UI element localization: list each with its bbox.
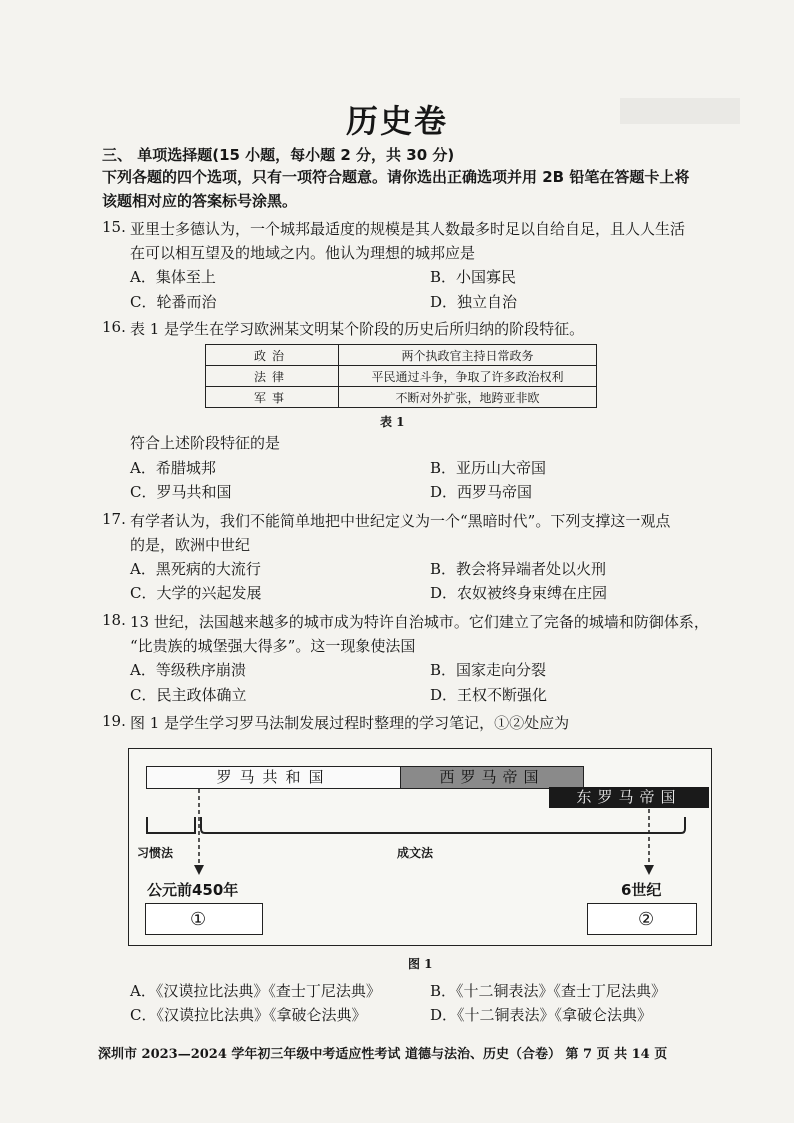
question-16-stem-2: 符合上述阶段特征的是 [130, 434, 281, 452]
timeline-bar-eastern-roman-empire: 东罗马帝国 [549, 787, 709, 808]
question-17-stem-1: 有学者认为，我们不能简单地把中世纪定义为一个“黑暗时代”。下列支撑这一观点 [130, 512, 671, 530]
table-row [206, 345, 597, 366]
table-cell-key: 政治 [206, 345, 339, 366]
question-16-number: 16. [102, 318, 126, 336]
table-cell-value: 不断对外扩张，地跨亚非欧 [339, 387, 597, 408]
table-row [206, 366, 597, 387]
q18-option-d[interactable]: D．王权不断强化 [430, 686, 548, 704]
figure-1-timeline [128, 748, 712, 946]
answer-box-2: ② [587, 903, 697, 935]
year-label-6th-century: 6世纪 [621, 881, 662, 899]
q17-option-a[interactable]: A．黑死病的大流行 [130, 560, 261, 578]
timeline-bar-roman-republic: 罗马共和国 [146, 766, 402, 789]
customary-law-bracket [147, 817, 195, 833]
written-law-bracket [201, 817, 685, 833]
table-cell-value: 两个执政官主持日常政务 [339, 345, 597, 366]
q18-option-c[interactable]: C．民主政体确立 [130, 686, 247, 704]
page-title: 历史卷 [345, 102, 448, 140]
question-19-stem: 图 1 是学生学习罗马法制发展过程时整理的学习笔记，①②处应为 [130, 714, 570, 732]
table-cell-key: 法律 [206, 366, 339, 387]
question-17-number: 17. [102, 510, 126, 528]
q16-option-a[interactable]: A．希腊城邦 [130, 459, 216, 477]
question-15-number: 15. [102, 218, 126, 236]
q18-option-a[interactable]: A．等级秩序崩溃 [130, 661, 246, 679]
written-law-label: 成文法 [397, 846, 434, 860]
table-1-caption: 表 1 [380, 415, 405, 429]
q17-option-b[interactable]: B．教会将异端者处以火刑 [430, 560, 607, 578]
question-17-stem-2: 的是，欧洲中世纪 [130, 536, 251, 554]
q15-option-d[interactable]: D．独立自治 [430, 293, 518, 311]
q17-option-d[interactable]: D．农奴被终身束缚在庄园 [430, 584, 608, 602]
q16-option-b[interactable]: B．亚历山大帝国 [430, 459, 547, 477]
table-row [206, 387, 597, 408]
question-19-number: 19. [102, 712, 126, 730]
arrow-head-6th-century [644, 865, 654, 875]
figure-1-caption: 图 1 [408, 957, 433, 971]
q18-option-b[interactable]: B．国家走向分裂 [430, 661, 547, 679]
q15-option-b[interactable]: B．小国寡民 [430, 268, 517, 286]
table-cell-key: 军事 [206, 387, 339, 408]
q16-option-c[interactable]: C．罗马共和国 [130, 483, 232, 501]
timeline-bar-western-roman-empire: 西罗马帝国 [400, 766, 584, 789]
table-1 [205, 344, 597, 408]
question-15-stem-2: 在可以相互望及的地域之内。他认为理想的城邦应是 [130, 244, 476, 262]
instructions-line-2: 该题相对应的答案标号涂黑。 [102, 192, 298, 210]
question-15-stem-1: 亚里士多德认为，一个城邦最适度的规模是其人数最多时足以自给自足，且人人生活 [130, 220, 686, 238]
page-footer: 深圳市 2023—2024 学年初三年级中考适应性考试 道德与法治、历史（合卷） 第 7 页 共 14 页 [98, 1047, 668, 1062]
q15-option-a[interactable]: A．集体至上 [130, 268, 216, 286]
customary-law-label: 习惯法 [137, 846, 174, 860]
q19-option-a[interactable]: A．《汉谟拉比法典》《查士丁尼法典》 [130, 982, 381, 1000]
section-heading: 三、 单项选择题(15 小题，每小题 2 分，共 30 分) [102, 146, 455, 164]
q19-option-c[interactable]: C．《汉谟拉比法典》《拿破仑法典》 [130, 1006, 367, 1024]
q15-option-c[interactable]: C．轮番而治 [130, 293, 217, 311]
q19-option-b[interactable]: B．《十二铜表法》《查士丁尼法典》 [430, 982, 667, 1000]
answer-box-1: ① [145, 903, 263, 935]
table-cell-value: 平民通过斗争，争取了许多政治权利 [339, 366, 597, 387]
q17-option-c[interactable]: C．大学的兴起发展 [130, 584, 262, 602]
question-18-stem-1: 13 世纪，法国越来越多的城市成为特许自治城市。它们建立了完备的城墙和防御体系， [130, 613, 709, 631]
arrow-head-450bc [194, 865, 204, 875]
instructions-line-1: 下列各题的四个选项，只有一项符合题意。请你选出正确选项并用 2B 铅笔在答题卡上将 [102, 168, 690, 186]
question-18-stem-2: “比贵族的城堡强大得多”。这一现象使法国 [130, 637, 416, 655]
question-16-stem: 表 1 是学生在学习欧洲某文明某个阶段的历史后所归纳的阶段特征。 [130, 320, 585, 338]
question-18-number: 18. [102, 611, 126, 629]
year-label-450bc: 公元前450年 [147, 881, 239, 899]
q19-option-d[interactable]: D．《十二铜表法》《拿破仑法典》 [430, 1006, 653, 1024]
q16-option-d[interactable]: D．西罗马帝国 [430, 483, 533, 501]
